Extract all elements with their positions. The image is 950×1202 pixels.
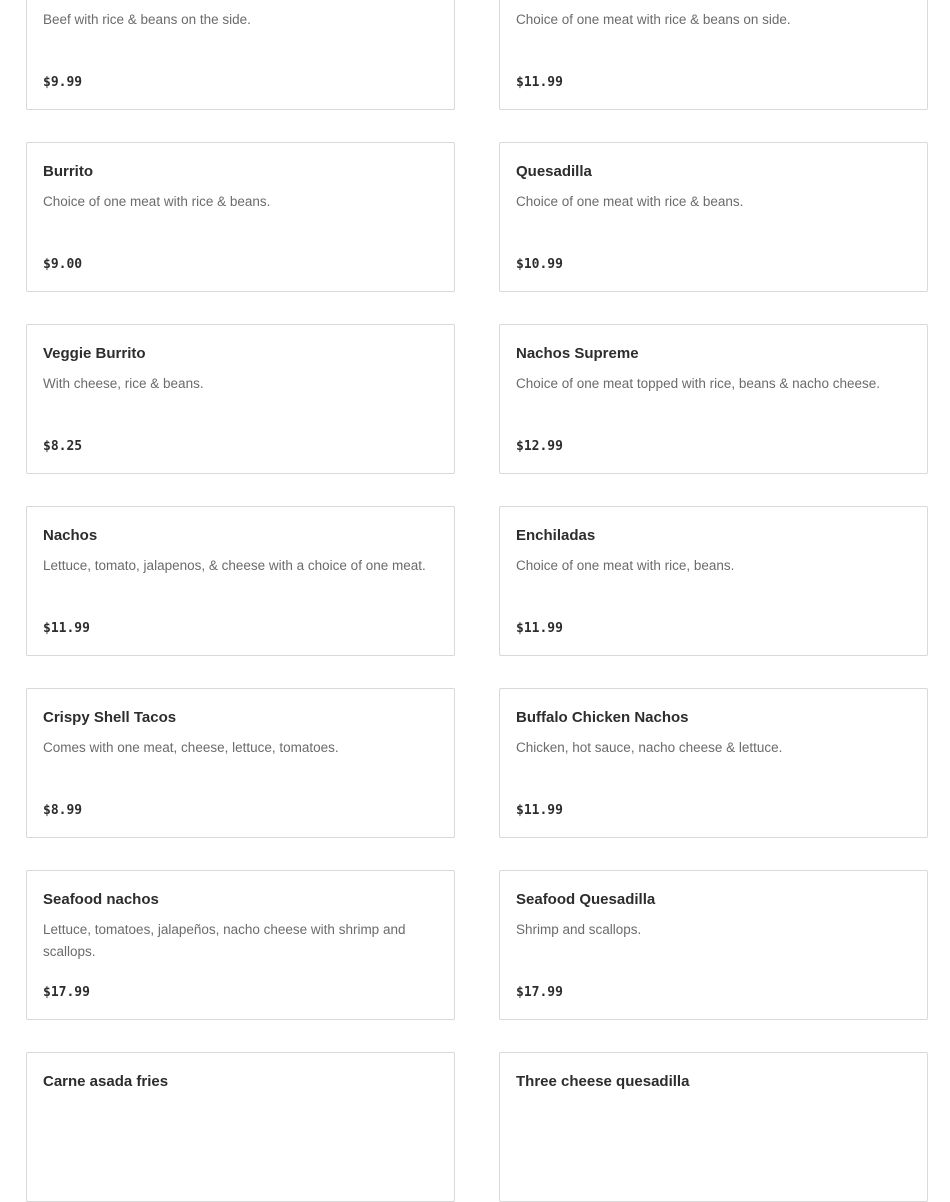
item-price: $11.99: [516, 803, 563, 818]
menu-item-card[interactable]: [499, 1052, 928, 1202]
menu-item-card[interactable]: [499, 324, 928, 474]
item-price: $11.99: [43, 621, 90, 636]
item-name: Crispy Shell Tacos: [43, 709, 177, 726]
item-description: Beef with rice & beans on the side.: [43, 12, 251, 27]
item-description: Shrimp and scallops.: [516, 922, 642, 937]
item-description: Comes with one meat, cheese, lettuce, tomatoes.: [43, 740, 339, 755]
menu-item-card[interactable]: [26, 324, 455, 474]
menu-item-card[interactable]: [499, 506, 928, 656]
item-description: Choice of one meat with rice & beans.: [43, 194, 271, 209]
menu-item-card[interactable]: [499, 0, 928, 110]
item-name: Nachos Supreme: [516, 345, 639, 362]
item-price: $9.99: [43, 75, 83, 90]
item-description: Lettuce, tomato, jalapenos, & cheese with a choice of one meat.: [43, 558, 426, 573]
item-description: Choice of one meat with rice, beans.: [516, 558, 735, 573]
menu-item-card[interactable]: [499, 870, 928, 1020]
item-price: $11.99: [516, 75, 563, 90]
item-price: $12.99: [516, 439, 563, 454]
item-price: $8.25: [43, 439, 83, 454]
item-description: Choice of one meat topped with rice, beans & nacho cheese.: [516, 376, 880, 391]
menu-item-card[interactable]: [26, 0, 455, 110]
item-name: Seafood Quesadilla: [516, 891, 656, 908]
item-name: Veggie Burrito: [43, 345, 146, 362]
item-description: Choice of one meat with rice & beans on side.: [516, 12, 791, 27]
item-price: $17.99: [43, 985, 90, 1000]
menu-item-card[interactable]: [26, 870, 455, 1020]
item-name: Nachos: [43, 527, 98, 544]
item-description: Lettuce, tomatoes, jalapeños, nacho cheese with shrimp and scallops.: [43, 922, 406, 959]
menu-item-card[interactable]: [26, 688, 455, 838]
item-description: Chicken, hot sauce, nacho cheese & lettuce.: [516, 740, 783, 755]
item-name: Seafood nachos: [43, 891, 159, 908]
item-name: Carne asada fries: [43, 1073, 169, 1090]
item-price: $10.99: [516, 257, 563, 272]
menu-item-card[interactable]: [499, 688, 928, 838]
item-price: $8.99: [43, 803, 83, 818]
item-name: Burrito: [43, 163, 93, 180]
menu-grid: [26, 0, 928, 1202]
menu-item-card[interactable]: [26, 142, 455, 292]
item-name: Quesadilla: [516, 163, 592, 180]
menu-item-card[interactable]: [26, 506, 455, 656]
item-name: Three cheese quesadilla: [516, 1073, 690, 1090]
item-price: $11.99: [516, 621, 563, 636]
menu-item-card[interactable]: [26, 1052, 455, 1202]
item-price: $17.99: [516, 985, 563, 1000]
item-description: Choice of one meat with rice & beans.: [516, 194, 744, 209]
menu-item-card[interactable]: [499, 142, 928, 292]
item-name: Buffalo Chicken Nachos: [516, 709, 689, 726]
item-description: With cheese, rice & beans.: [43, 376, 204, 391]
item-name: Enchiladas: [516, 527, 596, 544]
item-price: $9.00: [43, 257, 83, 272]
